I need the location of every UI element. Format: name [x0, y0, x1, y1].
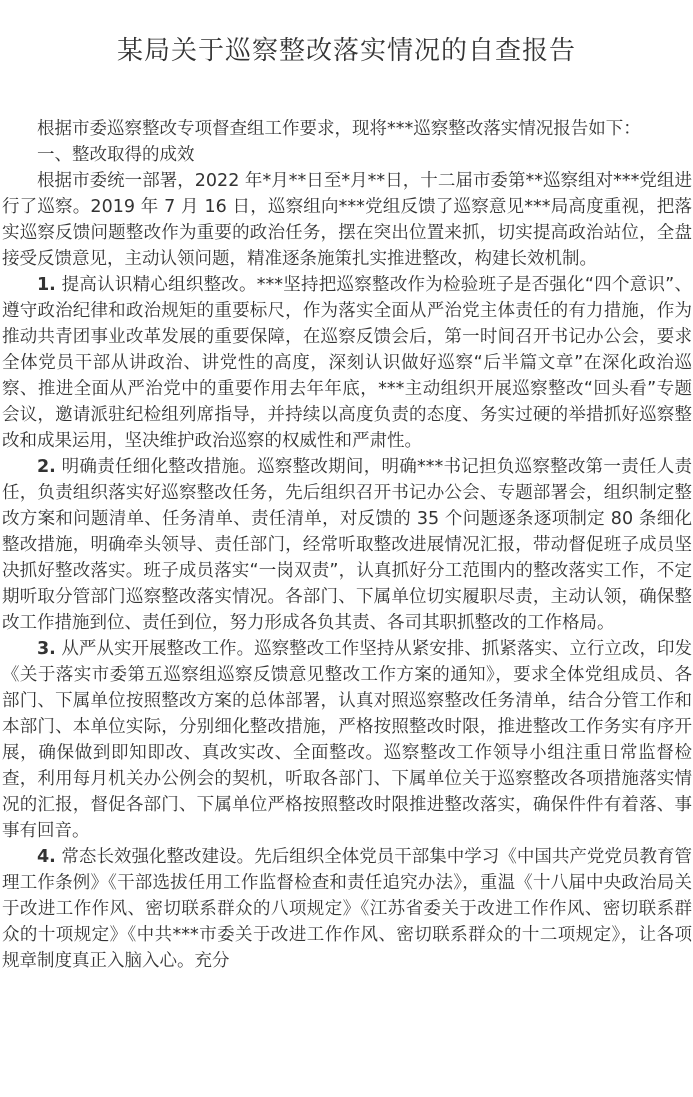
item-paragraph-1: [2, 272, 692, 454]
document-body: [2, 116, 692, 974]
paragraph-text: 从严从实开展整改工作。巡察整改工作坚持从紧安排、抓紧落实、立行立改，印发《关于落实市委第五巡察组巡察反馈意见整改工作方案的通知》，要求全体党组成员、各部门、下属单位按照整改方案的总体部署，认真对照巡察整改任务清单，结合分管工作和本部门、本单位实际，分别细化整改措施，严格按照整改时限，推进整改工作务实有序开展，确保做到即知即改、真改实改、全面整改。巡察整改工作领导小组注重日常监督检查，利用每月机关办公例会的契机，听取各部门、下属单位关于巡察整改各项措施落实情况的汇报，督促各部门、下属单位严格按照整改时限推进整改落实，确保件件有着落、事事有回音。: [2, 639, 692, 841]
item-paragraph-4: [2, 844, 692, 974]
item-number: 2.: [37, 457, 56, 477]
paragraph-text: 根据市委统一部署，2022 年*月**日至*月**日，十二届市委第**巡察组对***党组进行了巡察。2019 年 7 月 16 日，巡察组向***党组反馈了巡察意见***局高度重视，把落实巡察反馈问题整改作为重要的政治任务，摆在突出位置来抓，切实提高政治站位，全盘接受反馈意见，主动认领问题，精准逐条施策扎实推进整改，构建长效机制。: [2, 171, 692, 269]
section-heading: [2, 142, 692, 168]
paragraph-text: 提高认识精心组织整改。***坚持把巡察整改作为检验班子是否强化“四个意识”、遵守政治纪律和政治规矩的重要标尺，作为落实全面从严治党主体责任的有力措施，作为推动共青团事业改革发展的重要保障，在巡察反馈会后，第一时间召开书记办公会，要求全体党员干部从讲政治、讲党性的高度，深刻认识做好巡察“后半篇文章”在深化政治巡察、推进全面从严治党中的重要作用去年年底，***主动组织开展巡察整改“回头看”专题会议，邀请派驻纪检组列席指导，并持续以高度负责的态度、务实过硬的举措抓好巡察整改和成果运用，坚决维护政治巡察的权威性和严肃性。: [2, 275, 692, 451]
paragraph-text: 明确责任细化整改措施。巡察整改期间，明确***书记担负巡察整改第一责任人责任，负责组织落实好巡察整改任务，先后组织召开书记办公会、专题部署会，组织制定整改方案和问题清单、任务清单、责任清单，对反馈的 35 个问题逐条逐项制定 80 条细化整改措施，明确牵头领导、责任部门，经常听取整改进展情况汇报，带动督促班子成员坚决抓好整改落实。班子成员落实“一岗双责”，认真抓好分工范围内的整改落实工作，不定期听取分管部门巡察整改落实情况。各部门、下属单位切实履职尽责，主动认领，确保整改工作措施到位、责任到位，努力形成各负其责、各司其职抓整改的工作格局。: [2, 457, 692, 633]
paragraph-text: 常态长效强化整改建设。先后组织全体党员干部集中学习《中国共产党党员教育管理工作条例》《干部选拔任用工作监督检查和责任追究办法》，重温《十八届中央政治局关于改进工作作风、密切联系群众的八项规定》《江苏省委关于改进工作作风、密切联系群众的十项规定》《中共***市委关于改进工作作风、密切联系群众的十二项规定》，让各项规章制度真正入脑入心。充分: [2, 847, 692, 971]
item-number: 3.: [37, 639, 56, 659]
item-number: 4.: [37, 847, 56, 867]
overview-paragraph: [2, 168, 692, 272]
item-number: 1.: [37, 275, 56, 295]
document-title: 某局关于巡察整改落实情况的自查报告: [116, 36, 576, 66]
paragraph-text: 一、整改取得的成效: [37, 145, 195, 165]
intro-paragraph: [2, 116, 692, 142]
paragraph-text: 根据市委巡察整改专项督查组工作要求，现将***巡察整改落实情况报告如下：: [37, 119, 641, 139]
item-paragraph-3: [2, 636, 692, 844]
item-paragraph-2: [2, 454, 692, 636]
